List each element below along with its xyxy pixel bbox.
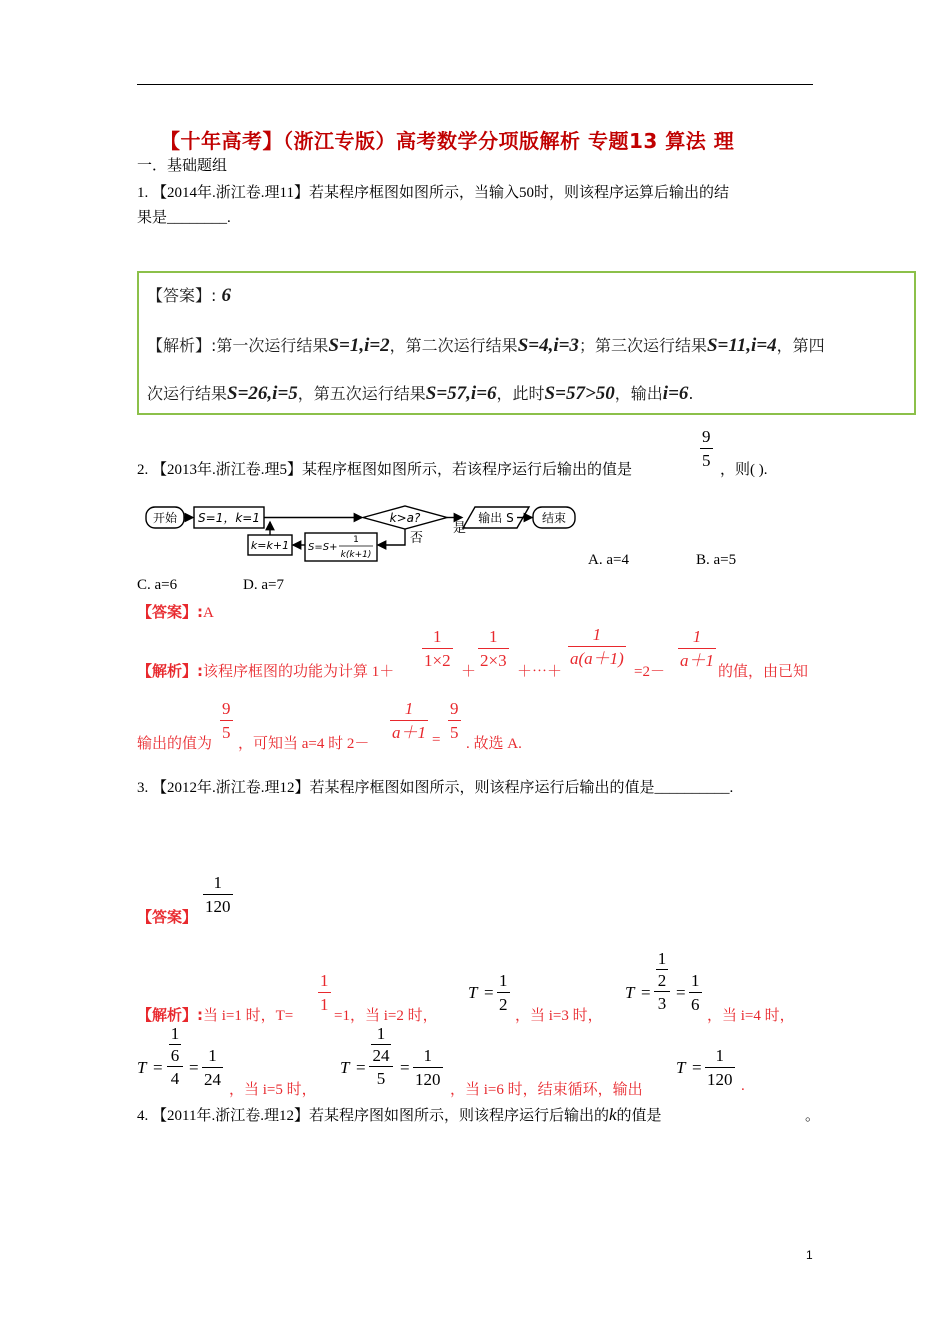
q3-r4-complex-frac — [167, 1025, 183, 1087]
q2-fraction — [700, 428, 713, 469]
q2-line2-text3: . 故选 A. — [466, 736, 522, 752]
q2-option-d: D. a=7 — [243, 577, 284, 593]
header-rule — [137, 84, 813, 85]
q3-r2-den: 2 — [499, 995, 508, 1014]
q2-line2-text1: 输出的值为 — [137, 736, 213, 752]
q2-plus: ＋ — [461, 664, 477, 680]
q3-r2-frac — [497, 972, 510, 1013]
q2-frac-num: 9 — [702, 427, 711, 446]
q2-f7-num: 9 — [450, 699, 459, 718]
q2-f4-den: a＋1 — [680, 651, 714, 670]
q2-option-a: A. a=4 — [588, 552, 629, 568]
flow-update-k-label: k=k+1 — [250, 539, 290, 552]
q3-r4-den: 4 — [170, 1069, 180, 1088]
q3-t-symbol-2: T — [468, 983, 478, 1002]
q1-answer-value: 6 — [221, 285, 231, 306]
section-heading: 一．基础题组 — [137, 158, 228, 174]
q2-analysis-label: 【解析】: — [137, 662, 203, 680]
q1-a3-math: S=11,i=4 — [706, 335, 777, 356]
q3-r3-result-frac — [689, 972, 702, 1013]
q3-t-symbol-4: T — [137, 1058, 147, 1077]
q2-f2-den: 2×3 — [480, 651, 507, 670]
q3-eq-3a: = — [641, 983, 651, 1002]
flow-end-label: 结束 — [541, 511, 567, 525]
q2-analysis-text2: 的值，由已知 — [718, 664, 809, 680]
q4-text-a: 4. 【2011年.浙江卷.理12】若某程序图如图所示，则该程序运行后输出的 — [137, 1108, 609, 1124]
q2-line2-text2: ，可知当 a=4 时 2－ — [238, 736, 370, 752]
q3-text: 3. 【2012年.浙江卷.理12】若某程序框图如图所示，则该程序运行后输出的值是__________. — [137, 780, 734, 796]
q3-r4-result-frac — [202, 1047, 223, 1088]
q1-b1: 次运行结果 — [147, 384, 228, 403]
q2-tail: ，则( ). — [720, 462, 768, 478]
q1-a4: ，第四 — [776, 336, 825, 355]
q2-frac-5 — [220, 700, 233, 741]
flow-start-label: 开始 — [152, 511, 178, 525]
q1-a2: ，第二次运行结果 — [389, 336, 518, 355]
q3-analysis-label: 【解析】: — [137, 1006, 203, 1024]
q1-text-line2: 果是________. — [137, 210, 231, 226]
q2-f5-den: 5 — [222, 723, 231, 742]
q3-eq-5a: = — [356, 1058, 366, 1077]
q2-eq: = — [432, 732, 441, 748]
page-number: 1 — [806, 1248, 813, 1262]
q2-flowchart — [145, 497, 585, 565]
q3-eq-3b: = — [676, 983, 686, 1002]
q3-eq-6: = — [692, 1058, 702, 1077]
q3-r3-inner-num: 1 — [657, 949, 667, 968]
q3-r3-complex-frac — [654, 950, 670, 1012]
q2-text: 2. 【2013年.浙江卷.理5】某程序框图如图所示，若该程序运行后输出的值是 — [137, 462, 633, 478]
flow-update-s-den: k(k+1) — [340, 550, 372, 560]
q2-analysis-text1: 该程序框图的功能为计算 1＋ — [203, 664, 395, 680]
q3-r5-den: 5 — [376, 1069, 386, 1088]
q3-r4g-num: 1 — [208, 1046, 217, 1065]
q2-frac-1 — [422, 628, 453, 669]
document-title: 【十年高考】（浙江专版）高考数学分项版解析 专题13 算法 理 — [160, 129, 735, 153]
q4-k: k — [608, 1105, 617, 1124]
q3-r4-inner-den: 6 — [170, 1046, 180, 1065]
q3-ans-den: 120 — [205, 897, 231, 916]
q3-r5-inner-den: 24 — [372, 1046, 390, 1065]
q2-f7-den: 5 — [450, 723, 459, 742]
q2-analysis-line1 — [137, 660, 394, 681]
q3-r5-complex-frac — [369, 1025, 393, 1087]
q2-frac-4 — [678, 628, 716, 669]
q3-r2-num: 1 — [499, 971, 508, 990]
q2-frac-den: 5 — [702, 451, 711, 470]
q2-dots: ＋⋯＋ — [517, 664, 563, 680]
q3-r3-inner-den: 2 — [657, 971, 667, 990]
q2-option-c: C. a=6 — [137, 577, 178, 593]
flow-no-label: 否 — [410, 531, 424, 546]
q2-answer — [137, 601, 214, 622]
q2-f1-den: 1×2 — [424, 651, 451, 670]
q3-eq-2: = — [484, 983, 494, 1002]
q4-text-b: 的值是 — [616, 1108, 662, 1124]
q2-frac-3 — [568, 626, 626, 667]
q3-r6g-num: 1 — [715, 1046, 724, 1065]
q1-b3-math: S=57>50 — [544, 383, 615, 404]
q3-r3b: ，当 i=4 时， — [707, 1008, 795, 1024]
q3-answer-label — [137, 906, 197, 927]
q2-answer-value: A — [203, 605, 214, 621]
flow-cond-label: k>a? — [389, 511, 421, 525]
q1-a1: 第一次运行结果 — [216, 336, 329, 355]
q3-t-symbol-5: T — [340, 1058, 350, 1077]
q3-ans-num: 1 — [213, 873, 222, 892]
q3-r5-inner-num: 1 — [376, 1024, 386, 1043]
q3-answer-fraction — [203, 874, 233, 915]
q3-r5b: ，当 i=6 时，结束循环，输出 — [450, 1082, 643, 1098]
flow-update-s-num: 1 — [353, 535, 359, 545]
q3-r1-frac — [318, 972, 331, 1013]
q3-eq-5b: = — [400, 1058, 410, 1077]
q3-r3-den: 3 — [657, 994, 667, 1013]
q3-r5g-den: 120 — [415, 1070, 441, 1089]
q2-frac-6 — [390, 700, 428, 741]
q1-text-line1: 1. 【2014年.浙江卷.理11】若某程序框图如图所示，当输入50时，则该程序运算后输出的结 — [137, 185, 729, 201]
q2-eq-2-minus: =2－ — [634, 664, 665, 680]
q2-frac-7 — [448, 700, 461, 741]
q1-b2-math: S=57,i=6 — [425, 383, 497, 404]
q3-eq-4a: = — [153, 1058, 163, 1077]
q4-text-end: 。 — [805, 1108, 821, 1124]
q3-r3g-num: 1 — [691, 971, 700, 990]
q1-b2: ，第五次运行结果 — [297, 384, 426, 403]
q1-analysis-label: 【解析】: — [147, 336, 217, 355]
q2-f1-num: 1 — [433, 627, 442, 646]
q3-r4g-den: 24 — [204, 1070, 221, 1089]
q1-answer-label: 【答案】: — [147, 286, 217, 305]
q2-option-b: B. a=5 — [696, 552, 737, 568]
flow-yes-label: 是 — [453, 521, 467, 536]
q3-r4b: ，当 i=5 时， — [229, 1082, 317, 1098]
q1-a2-math: S=4,i=3 — [517, 335, 579, 356]
q3-r6-result-frac — [705, 1047, 735, 1088]
q1-b4: ，输出 — [614, 384, 663, 403]
q3-r2b: ，当 i=3 时， — [515, 1008, 603, 1024]
q3-t-symbol-3: T — [625, 983, 635, 1002]
q3-r1-num: 1 — [320, 971, 329, 990]
q3-r6g-den: 120 — [707, 1070, 733, 1089]
q3-r6b: . — [741, 1078, 745, 1094]
q4-text — [137, 1104, 662, 1125]
q2-f5-num: 9 — [222, 699, 231, 718]
q1-a3: ；第三次运行结果 — [578, 336, 707, 355]
q3-r4-inner-num: 1 — [170, 1024, 180, 1043]
q1-b5: . — [688, 384, 694, 403]
q2-frac-2 — [478, 628, 509, 669]
q3-r1b: =1，当 i=2 时， — [334, 1008, 438, 1024]
q1-b1-math: S=26,i=5 — [227, 383, 298, 404]
q3-eq-4b: = — [189, 1058, 199, 1077]
q2-f3-num: 1 — [592, 625, 602, 644]
q2-f3-den: a(a＋1) — [570, 649, 624, 668]
q3-r1-den: 1 — [320, 995, 329, 1014]
q3-r3g-den: 6 — [691, 995, 700, 1014]
q1-b4-math: i=6 — [662, 383, 689, 404]
q2-f6-den: a＋1 — [392, 723, 426, 742]
q2-f4-num: 1 — [692, 627, 702, 646]
q3-analysis-row1 — [137, 1004, 293, 1025]
q3-answer-label-text: 【答案】 — [137, 908, 198, 926]
q3-t-symbol-6: T — [676, 1058, 686, 1077]
flow-update-s-prefix: S=S+ — [308, 542, 338, 553]
q2-f6-num: 1 — [404, 699, 414, 718]
q3-r5-result-frac — [413, 1047, 443, 1088]
q2-f2-num: 1 — [489, 627, 498, 646]
q3-r1a: 当 i=1 时，T= — [203, 1008, 294, 1024]
flow-init-label: S=1，k=1 — [198, 511, 260, 525]
q3-r5g-num: 1 — [423, 1046, 432, 1065]
q1-b3: ，此时 — [496, 384, 545, 403]
q2-answer-label: 【答案】: — [137, 603, 203, 621]
q1-a1-math: S=1,i=2 — [328, 335, 390, 356]
q1-answer-box — [137, 271, 916, 415]
flow-output-label: 输出 S — [478, 511, 514, 525]
